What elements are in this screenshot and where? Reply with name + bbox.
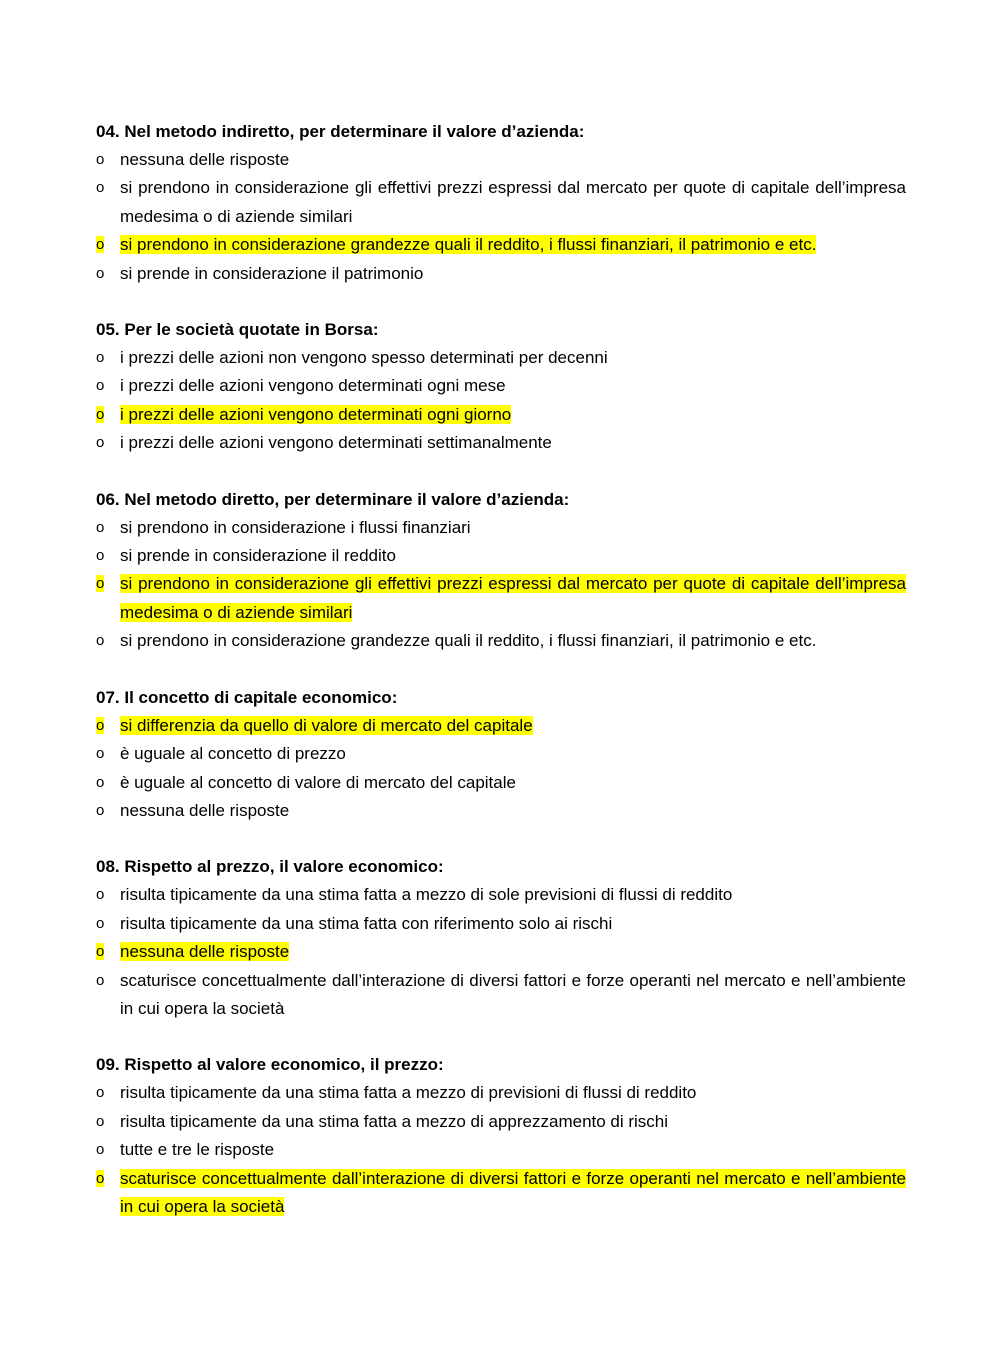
answer-option-text bbox=[120, 1165, 906, 1222]
answer-label: i prezzi delle azioni vengono determinati settimanalmente bbox=[120, 433, 552, 453]
radio-bullet-icon[interactable] bbox=[96, 146, 120, 174]
answer-option-text bbox=[120, 797, 906, 825]
answer-label: scaturisce concettualmente dall’interazione di diversi fattori e forze operanti nel mercato e nell’ambiente in cui opera la società bbox=[120, 970, 906, 1018]
bullet-glyph: o bbox=[96, 745, 105, 763]
radio-bullet-icon[interactable] bbox=[96, 627, 120, 655]
answer-option[interactable] bbox=[96, 174, 906, 231]
answer-label: si prendono in considerazione grandezze quali il reddito, i flussi finanziari, il patrimonio e etc. bbox=[120, 631, 817, 651]
answer-option-text bbox=[120, 1108, 906, 1136]
bullet-glyph: o bbox=[96, 575, 105, 593]
question-title: 08. Rispetto al prezzo, il valore economico: bbox=[96, 857, 444, 877]
answer-option-highlighted[interactable] bbox=[96, 401, 906, 429]
answer-option-text bbox=[120, 1136, 906, 1164]
answer-option-text bbox=[120, 174, 906, 231]
radio-bullet-icon[interactable] bbox=[96, 712, 120, 740]
answer-option-text bbox=[120, 712, 906, 740]
answer-option-text bbox=[120, 401, 906, 429]
question-block bbox=[96, 1051, 906, 1221]
radio-bullet-icon[interactable] bbox=[96, 769, 120, 797]
answer-option-text bbox=[120, 231, 906, 259]
answer-options bbox=[96, 514, 906, 656]
answer-options bbox=[96, 344, 906, 458]
bullet-glyph: o bbox=[96, 236, 105, 254]
answer-option-text bbox=[120, 627, 906, 655]
answer-option-text bbox=[120, 344, 906, 372]
answer-option-text bbox=[120, 542, 906, 570]
answer-option[interactable] bbox=[96, 881, 906, 909]
answer-label: si prendono in considerazione grandezze quali il reddito, i flussi finanziari, il patrimonio e etc. bbox=[120, 235, 817, 255]
answer-option[interactable] bbox=[96, 1108, 906, 1136]
bullet-glyph: o bbox=[96, 151, 105, 168]
question-block bbox=[96, 684, 906, 826]
bullet-glyph: o bbox=[96, 632, 105, 650]
bullet-glyph: o bbox=[96, 886, 105, 904]
answer-label: si differenzia da quello di valore di mercato del capitale bbox=[120, 715, 533, 735]
answer-option-text bbox=[120, 938, 906, 966]
answer-option-text bbox=[120, 372, 906, 400]
answer-option-text bbox=[120, 769, 906, 797]
bullet-glyph: o bbox=[96, 264, 105, 282]
question-title: 04. Nel metodo indiretto, per determinare il valore d’azienda: bbox=[96, 122, 585, 141]
radio-bullet-icon[interactable] bbox=[96, 740, 120, 768]
question-title: 05. Per le società quotate in Borsa: bbox=[96, 320, 379, 340]
radio-bullet-icon[interactable] bbox=[96, 938, 120, 966]
bullet-glyph: o bbox=[96, 943, 105, 961]
answer-option-text bbox=[120, 260, 906, 288]
answer-option-text bbox=[120, 514, 906, 542]
answer-option[interactable] bbox=[96, 514, 906, 542]
quiz-document bbox=[96, 118, 906, 1249]
answer-option-highlighted[interactable] bbox=[96, 938, 906, 966]
answer-label: risulta tipicamente da una stima fatta a mezzo di apprezzamento di rischi bbox=[120, 1111, 669, 1131]
answer-option[interactable] bbox=[96, 1136, 906, 1164]
answer-option[interactable] bbox=[96, 146, 906, 174]
answer-option-highlighted[interactable] bbox=[96, 231, 906, 259]
answer-option[interactable] bbox=[96, 1079, 906, 1107]
answer-option[interactable] bbox=[96, 910, 906, 938]
bullet-glyph: o bbox=[96, 971, 105, 989]
bullet-glyph: o bbox=[96, 434, 105, 452]
radio-bullet-icon[interactable] bbox=[96, 231, 120, 259]
answer-option[interactable] bbox=[96, 372, 906, 400]
answer-label: si prende in considerazione il reddito bbox=[120, 546, 396, 566]
answer-label: i prezzi delle azioni vengono determinati ogni mese bbox=[120, 376, 506, 396]
radio-bullet-icon[interactable] bbox=[96, 881, 120, 909]
answer-option-text bbox=[120, 429, 906, 457]
bullet-glyph: o bbox=[96, 1169, 105, 1187]
answer-label: risulta tipicamente da una stima fatta a mezzo di sole previsioni di flussi di reddito bbox=[120, 885, 733, 905]
answer-option[interactable] bbox=[96, 542, 906, 570]
bullet-glyph: o bbox=[96, 1112, 105, 1130]
radio-bullet-icon[interactable] bbox=[96, 797, 120, 825]
question-block bbox=[96, 486, 906, 656]
answer-option-text bbox=[120, 570, 906, 627]
answer-option[interactable] bbox=[96, 344, 906, 372]
answer-option[interactable] bbox=[96, 740, 906, 768]
answer-label: è uguale al concetto di prezzo bbox=[120, 744, 346, 764]
answer-option-text bbox=[120, 967, 906, 1024]
answer-options bbox=[96, 712, 906, 826]
radio-bullet-icon[interactable] bbox=[96, 542, 120, 570]
radio-bullet-icon[interactable] bbox=[96, 570, 120, 598]
bullet-glyph: o bbox=[96, 773, 105, 791]
answer-option[interactable] bbox=[96, 797, 906, 825]
answer-option-highlighted[interactable] bbox=[96, 1165, 906, 1222]
question-title: 09. Rispetto al valore economico, il prezzo: bbox=[96, 1055, 444, 1075]
answer-label: risulta tipicamente da una stima fatta a mezzo di previsioni di flussi di reddito bbox=[120, 1083, 697, 1103]
answer-label: si prendono in considerazione i flussi finanziari bbox=[120, 517, 471, 537]
answer-option-highlighted[interactable] bbox=[96, 570, 906, 627]
bullet-glyph: o bbox=[96, 405, 105, 423]
answer-options bbox=[96, 146, 906, 288]
bullet-glyph: o bbox=[96, 518, 105, 536]
answer-option-text bbox=[120, 881, 906, 909]
answer-label: nessuna delle risposte bbox=[120, 150, 290, 169]
answer-label: scaturisce concettualmente dall’interazione di diversi fattori e forze operanti nel mercato e nell’ambiente in cui opera la società bbox=[120, 1168, 906, 1216]
answer-label: i prezzi delle azioni non vengono spesso determinati per decenni bbox=[120, 348, 608, 368]
answer-label: si prendono in considerazione gli effettivi prezzi espressi dal mercato per quote di capitale dell’impresa medesima o di aziende similari bbox=[120, 178, 906, 226]
answer-options bbox=[96, 1079, 906, 1221]
question-title: 07. Il concetto di capitale economico: bbox=[96, 687, 398, 707]
answer-label: nessuna delle risposte bbox=[120, 942, 290, 962]
radio-bullet-icon[interactable] bbox=[96, 372, 120, 400]
radio-bullet-icon[interactable] bbox=[96, 1165, 120, 1193]
answer-option-highlighted[interactable] bbox=[96, 712, 906, 740]
question-block bbox=[96, 316, 906, 458]
radio-bullet-icon[interactable] bbox=[96, 344, 120, 372]
bullet-glyph: o bbox=[96, 179, 105, 197]
radio-bullet-icon[interactable] bbox=[96, 514, 120, 542]
bullet-glyph: o bbox=[96, 349, 105, 367]
bullet-glyph: o bbox=[96, 547, 105, 565]
bullet-glyph: o bbox=[96, 377, 105, 395]
bullet-glyph: o bbox=[96, 1084, 105, 1102]
radio-bullet-icon[interactable] bbox=[96, 260, 120, 288]
radio-bullet-icon[interactable] bbox=[96, 174, 120, 202]
radio-bullet-icon[interactable] bbox=[96, 1136, 120, 1164]
answer-option[interactable] bbox=[96, 967, 906, 1024]
radio-bullet-icon[interactable] bbox=[96, 1108, 120, 1136]
answer-label: nessuna delle risposte bbox=[120, 800, 290, 820]
radio-bullet-icon[interactable] bbox=[96, 910, 120, 938]
answer-option[interactable] bbox=[96, 627, 906, 655]
bullet-glyph: o bbox=[96, 914, 105, 932]
answer-label: si prendono in considerazione gli effettivi prezzi espressi dal mercato per quote di capitale dell’impresa medesima o di aziende similari bbox=[120, 574, 906, 622]
radio-bullet-icon[interactable] bbox=[96, 429, 120, 457]
bullet-glyph: o bbox=[96, 801, 105, 819]
answer-option-text bbox=[120, 1079, 906, 1107]
answer-option-text bbox=[120, 910, 906, 938]
answer-label: tutte e tre le risposte bbox=[120, 1140, 275, 1160]
answer-label: risulta tipicamente da una stima fatta con riferimento solo ai rischi bbox=[120, 913, 613, 933]
answer-options bbox=[96, 881, 906, 1023]
answer-option-text bbox=[120, 146, 906, 174]
answer-option[interactable] bbox=[96, 260, 906, 288]
question-title: 06. Nel metodo diretto, per determinare il valore d’azienda: bbox=[96, 489, 570, 509]
bullet-glyph: o bbox=[96, 1141, 105, 1159]
answer-option[interactable] bbox=[96, 769, 906, 797]
radio-bullet-icon[interactable] bbox=[96, 1079, 120, 1107]
question-block bbox=[96, 853, 906, 1023]
question-block bbox=[96, 118, 906, 288]
answer-label: si prende in considerazione il patrimonio bbox=[120, 263, 424, 283]
answer-option[interactable] bbox=[96, 429, 906, 457]
radio-bullet-icon[interactable] bbox=[96, 967, 120, 995]
answer-label: è uguale al concetto di valore di mercato del capitale bbox=[120, 772, 516, 792]
answer-label: i prezzi delle azioni vengono determinati ogni giorno bbox=[120, 404, 512, 424]
radio-bullet-icon[interactable] bbox=[96, 401, 120, 429]
bullet-glyph: o bbox=[96, 716, 105, 734]
answer-option-text bbox=[120, 740, 906, 768]
